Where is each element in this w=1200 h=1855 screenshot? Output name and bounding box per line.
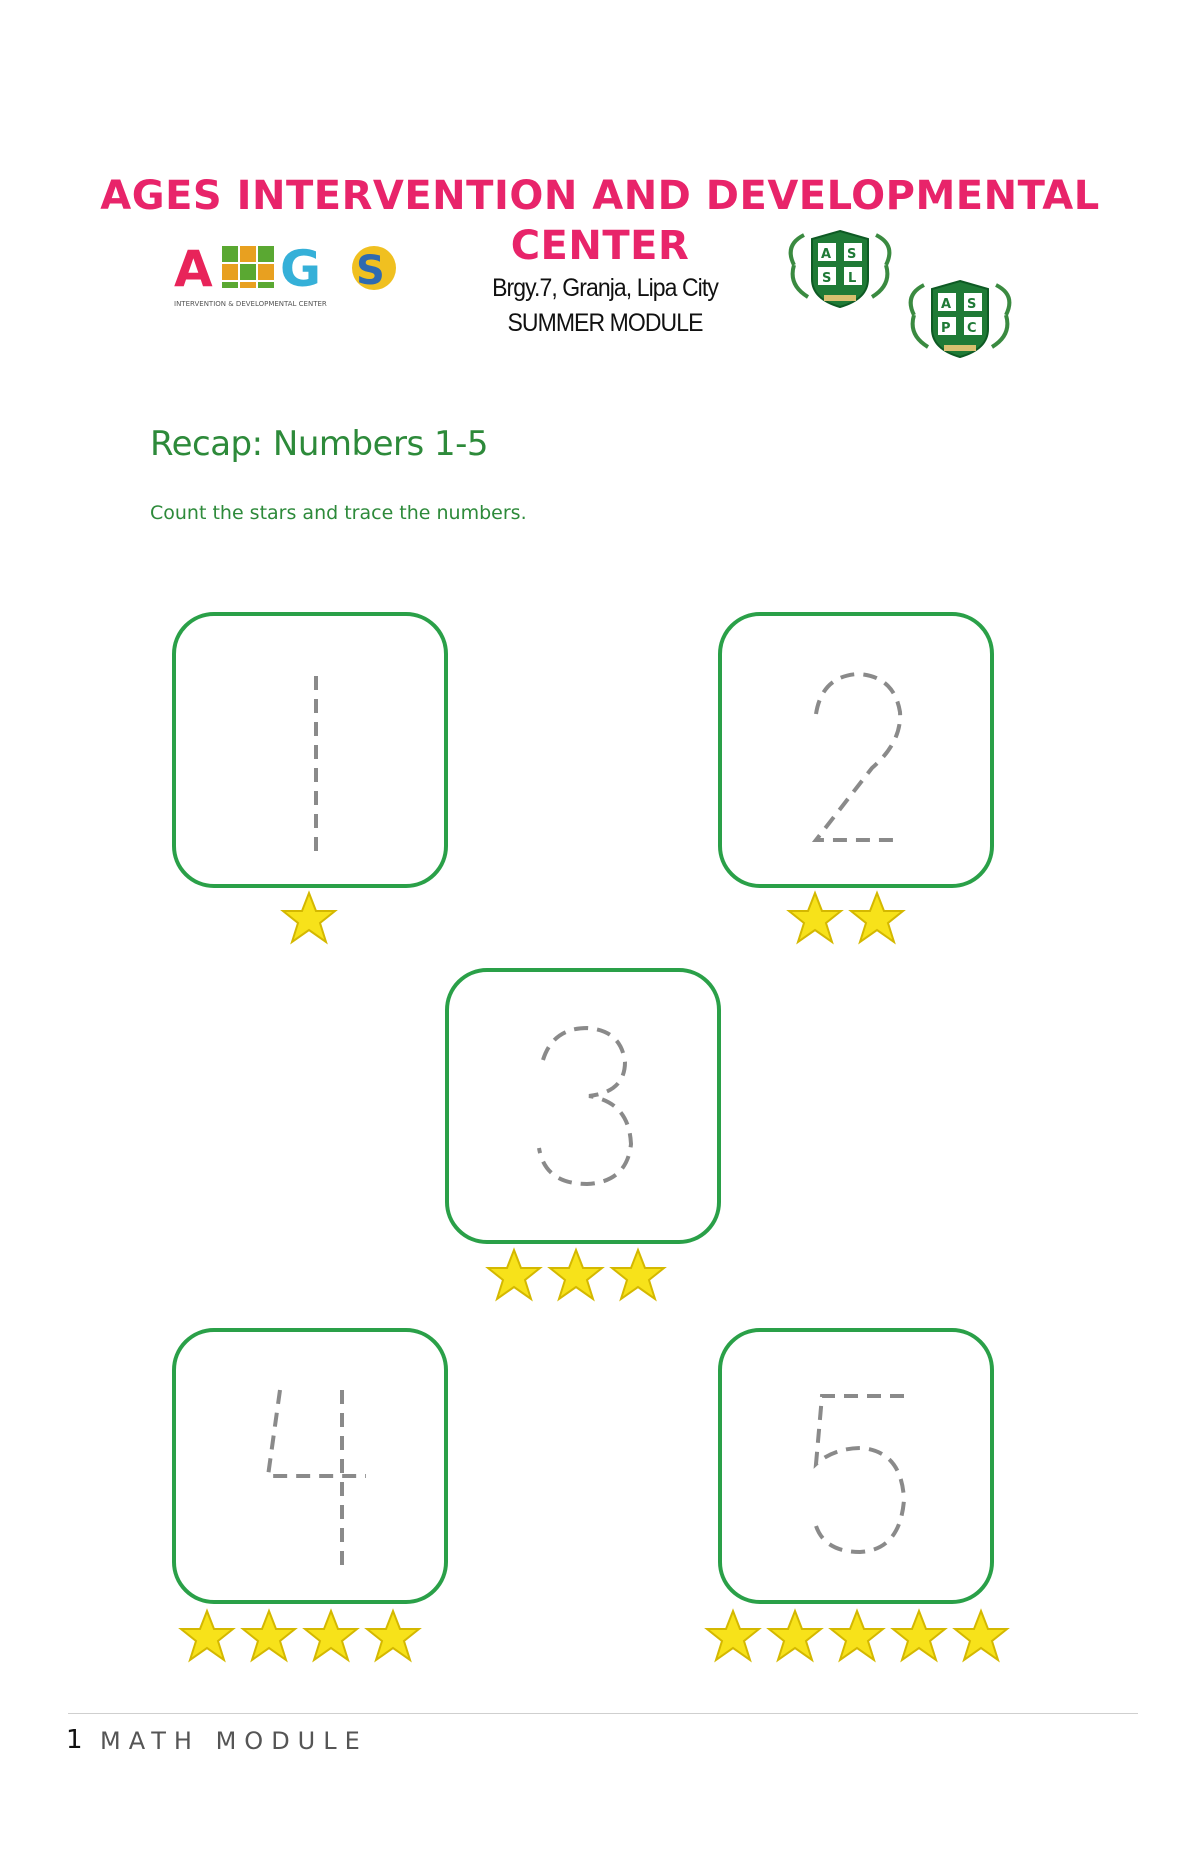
module-label: SUMMER MODULE xyxy=(507,309,703,337)
star-icon xyxy=(848,890,906,948)
trace-number-2[interactable] xyxy=(722,616,990,884)
star-row-4 xyxy=(178,1608,422,1666)
star-icon xyxy=(302,1608,360,1666)
trace-card-4[interactable] xyxy=(172,1328,448,1604)
star-icon xyxy=(766,1608,824,1666)
svg-text:P: P xyxy=(941,321,951,336)
school-seal-icon xyxy=(780,225,900,319)
trace-card-2[interactable] xyxy=(718,612,994,888)
ages-logo xyxy=(170,238,425,314)
star-icon xyxy=(828,1608,886,1666)
trace-number-5[interactable] xyxy=(722,1332,990,1600)
star-icon xyxy=(178,1608,236,1666)
svg-text:L: L xyxy=(848,271,857,286)
star-icon xyxy=(786,890,844,948)
svg-text:A: A xyxy=(941,297,952,312)
star-row-5 xyxy=(704,1608,1010,1666)
trace-number-3[interactable] xyxy=(449,972,717,1240)
star-icon xyxy=(952,1608,1010,1666)
star-icon xyxy=(364,1608,422,1666)
svg-text:S: S xyxy=(967,297,977,312)
star-icon xyxy=(485,1247,543,1305)
svg-text:S: S xyxy=(356,248,385,294)
star-row-1 xyxy=(280,890,338,948)
svg-text:A: A xyxy=(821,247,832,262)
section-title: Recap: Numbers 1-5 xyxy=(150,424,489,464)
star-icon xyxy=(890,1608,948,1666)
svg-text:S: S xyxy=(822,271,832,286)
trace-card-3[interactable] xyxy=(445,968,721,1244)
star-row-3 xyxy=(485,1247,667,1305)
school-seal-icon-2 xyxy=(900,275,1020,369)
trace-card-1[interactable] xyxy=(172,612,448,888)
trace-card-5[interactable] xyxy=(718,1328,994,1604)
star-icon xyxy=(240,1608,298,1666)
footer-divider xyxy=(68,1713,1138,1714)
star-icon xyxy=(547,1247,605,1305)
star-icon xyxy=(704,1608,762,1666)
trace-number-1[interactable] xyxy=(176,616,444,884)
footer-page-number: 1 xyxy=(66,1725,83,1755)
svg-text:G: G xyxy=(280,240,322,298)
page-title-line-1: AGES INTERVENTION AND DEVELOPMENTAL xyxy=(100,173,1100,219)
trace-number-4[interactable] xyxy=(176,1332,444,1600)
star-icon xyxy=(609,1247,667,1305)
instructions-text: Count the stars and trace the numbers. xyxy=(150,502,527,524)
svg-text:S: S xyxy=(847,247,857,262)
svg-text:C: C xyxy=(967,321,977,336)
star-icon xyxy=(280,890,338,948)
star-row-2 xyxy=(786,890,906,948)
svg-text:A: A xyxy=(174,240,213,298)
logo-caption: INTERVENTION & DEVELOPMENTAL CENTER xyxy=(174,300,327,308)
footer-label: MATH MODULE xyxy=(100,1727,368,1755)
address-text: Brgy.7, Granja, Lipa City xyxy=(492,274,718,302)
page-title-line-2: CENTER xyxy=(510,223,690,269)
